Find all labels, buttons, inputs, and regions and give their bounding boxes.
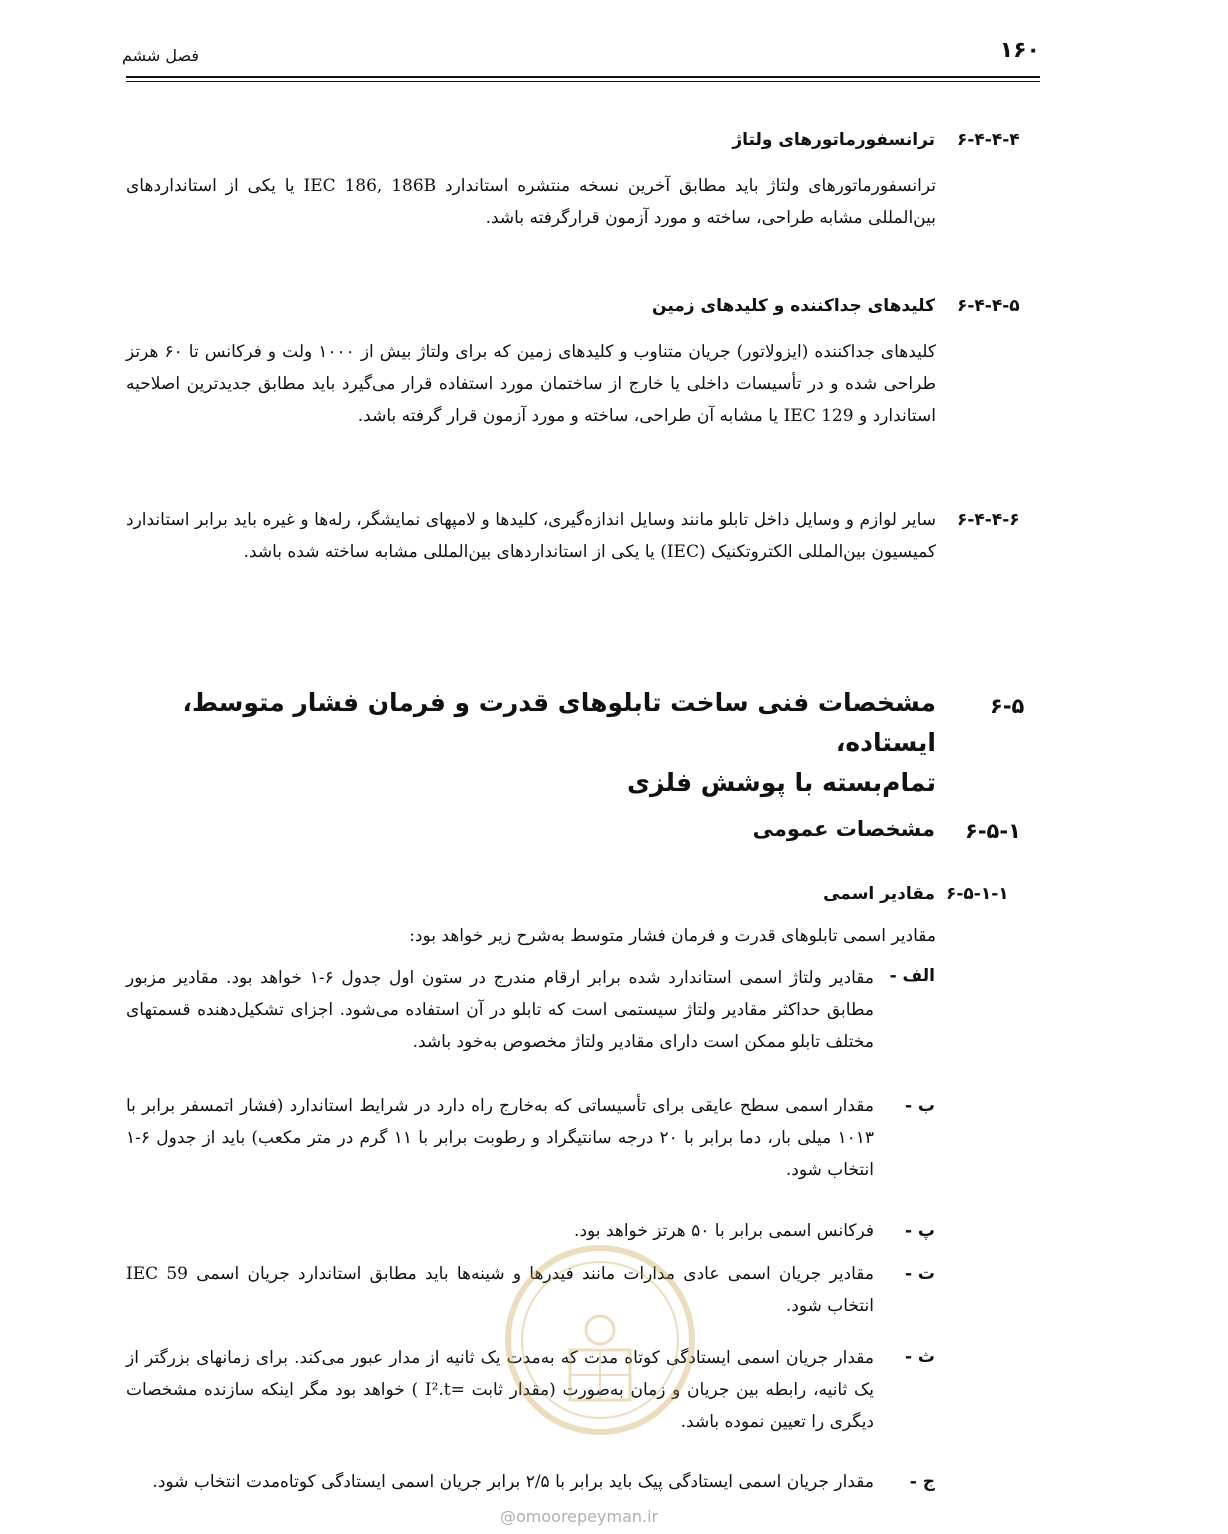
list-item-text: مقدار اسمی سطح عایقی برای تأسیساتی که به‌خارج راه دارد در شرایط استاندارد (فشار اتمسفر برابر با ۱۰۱۳ میلی بار، دما برابر با ۲۰ درجه سانتیگراد و رطوبت برابر با ۱۱ گرم در متر مکعب) باید از جدول ۶-۱ انتخاب شود. [126,1096,875,1180]
subsection-title: مشخصات عمومی [752,817,935,841]
section-body: سایر لوازم و وسایل داخل تابلو مانند وسایل اندازه‌گیری، کلیدها و لامپهای نمایشگر، رله‌ها و غیره باید برابر استاندارد کمیسیون بین‌المللی الکتروتکنیک (IEC) یا یکی از استانداردهای بین‌المللی مشابه ساخته شده باشد. [126,510,936,562]
list-label: ج - [909,1472,935,1492]
section-body: کلیدهای جداکننده (ایزولاتور) جریان متناوب و کلیدهای زمین که برای ولتاژ بیش از ۱۰۰۰ ولت و فرکانس تا ۶۰ هرتز طراحی شده و در تأسیسات داخلی یا خارج از ساختمان مورد استفاده قرار می‌گیرد باید مطابق جدیدترین اصلاحیه استاندارد و IEC 129 یا مشابه آن طراحی، ساخته و مورد آزمون قرار گرفته باشد. [126,342,936,426]
header-rule [126,76,1040,78]
list-label: ب - [904,1096,935,1116]
page-number: ۱۶۰ [999,38,1040,63]
title-line: تمام‌بسته با پوشش فلزی [627,768,936,797]
watermark: @omoorepeyman.ir [500,1507,659,1526]
list-label: الف - [889,966,935,986]
stamp-logo [500,1240,700,1450]
section-intro: مقادیر اسمی تابلوهای قدرت و فرمان فشار متوسط به‌شرح زیر خواهد بود: [409,926,936,946]
section-body: ترانسفورماتورهای ولتاژ باید مطابق آخرین نسخه منتشره استاندارد IEC 186, 186B یا یکی از استانداردهای بین‌المللی مشابه طراحی، ساخته و مورد آزمون قرارگرفته باشد. [126,176,936,228]
section-number: ۶-۵-۱-۱ [946,884,1009,904]
list-item-text: فرکانس اسمی برابر با ۵۰ هرتز خواهد بود. [574,1221,874,1241]
list-item-text: مقادیر جریان اسمی عادی مدارات مانند فیدرها و شینه‌ها باید مطابق استاندارد جریان اسمی IEC 59 انتخاب شود. [126,1264,875,1316]
title-line: مشخصات فنی ساخت تابلوهای قدرت و فرمان فشار متوسط، ایستاده، [182,688,936,757]
chapter-title: فصل ششم [122,46,200,65]
section-heading: کلیدهای جداکننده و کلیدهای زمین [652,296,935,316]
header-rule-thin [126,81,1040,82]
list-item-text: مقادیر ولتاژ اسمی استاندارد شده برابر ارقام مندرج در ستون اول جدول ۶-۱ خواهد بود. مقادیر مزبور مطابق حداکثر مقادیر ولتاژ سیستمی است که تابلو در آن استفاده می‌شود. اجزای تشکیل‌دهنده قسمتهای مختلف تابلو ممکن است دارای مقادیر ولتاژ مخصوص به‌خود باشد. [126,968,875,1052]
list-item-text: مقدار جریان اسمی ایستادگی پیک باید برابر با ۲/۵ برابر جریان اسمی ایستادگی کوتاه‌مدت انتخاب شود. [152,1472,874,1492]
subsection-number: ۶-۵-۱ [965,819,1021,843]
chapter-section-title [126,683,936,803]
section-heading: مقادیر اسمی [823,884,935,904]
chapter-section-number: ۶-۵ [990,694,1025,718]
list-label: ت - [904,1264,935,1284]
section-heading: ترانسفورماتورهای ولتاژ [732,130,935,150]
section-number: ۶-۴-۴-۵ [957,296,1020,316]
section-number: ۶-۴-۴-۶ [957,510,1020,530]
list-label: ث - [904,1347,935,1367]
list-item-text: مقدار جریان اسمی ایستادگی کوتاه مدت که به‌مدت یک ثانیه از مدار عبور می‌کند. برای زمانهای بزرگتر از یک ثانیه، رابطه بین جریان و زمان به‌صورت (مقدار ثابت =I².t ) خواهد بود مگر اینکه سازنده مشخصات دیگری را تعیین نموده باشد. [126,1348,874,1432]
list-label: پ - [904,1221,935,1241]
section-number: ۶-۴-۴-۴ [957,130,1020,150]
